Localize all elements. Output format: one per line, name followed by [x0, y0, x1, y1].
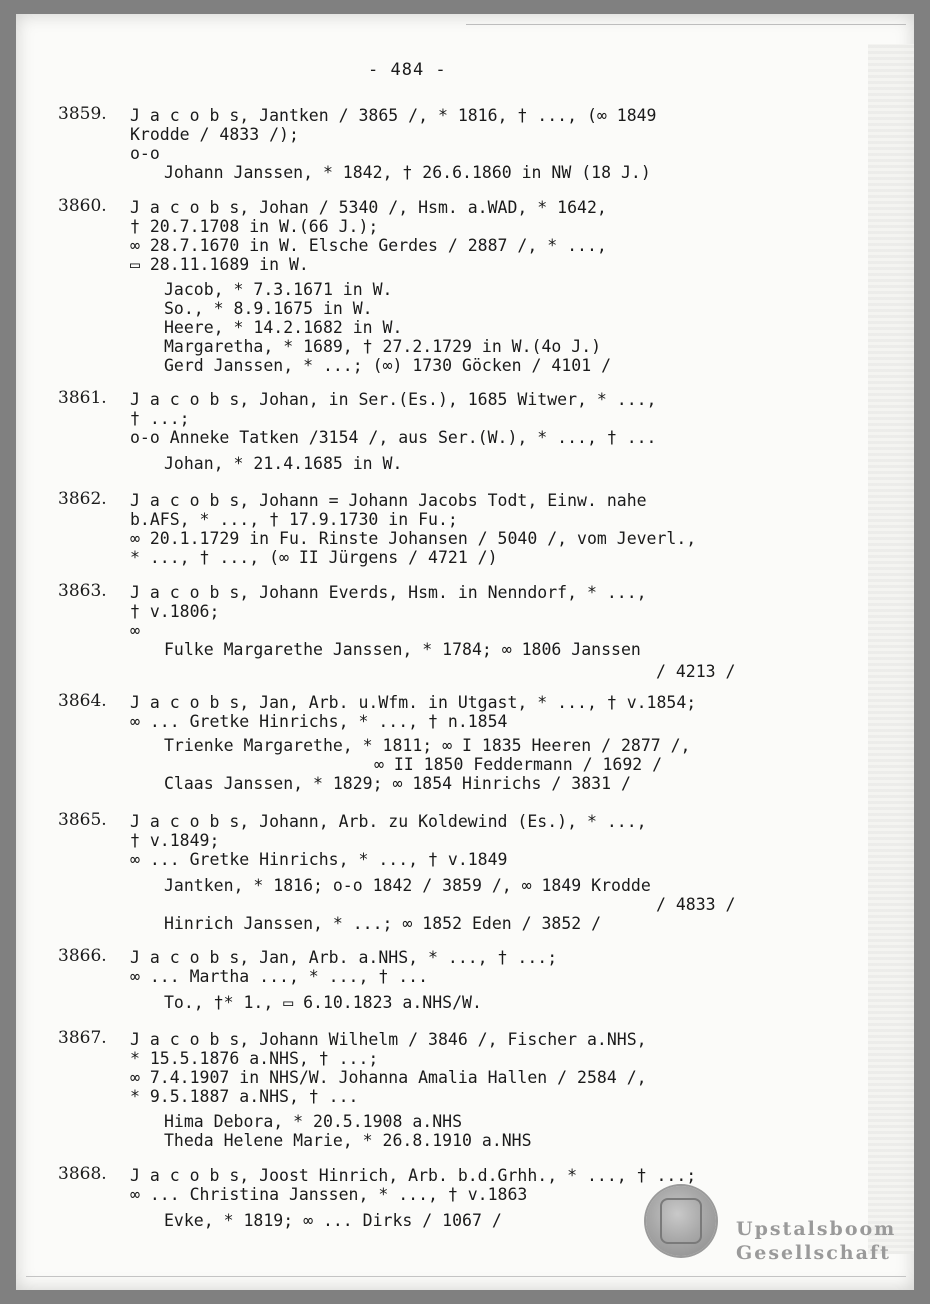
entry-line: ∞ ... Christina Janssen, * ..., † v.1863	[130, 1185, 528, 1204]
entry-line: o-o	[130, 144, 160, 163]
entry-line: ∞ ... Gretke Hinrichs, * ..., † v.1849	[130, 850, 508, 869]
society-seal-icon	[646, 1186, 716, 1256]
entry-line: J a c o b s, Jan, Arb. a.NHS, * ..., † ...;	[130, 948, 558, 967]
scan-edge-shading	[868, 44, 914, 1254]
entry-line: Jantken, * 1816; o-o 1842 / 3859 /, ∞ 1849 Krodde	[164, 876, 651, 895]
document-page	[16, 14, 914, 1290]
entry-line: J a c o b s, Johan / 5340 /, Hsm. a.WAD, * 1642,	[130, 198, 607, 217]
entry-line: J a c o b s, Johann, Arb. zu Koldewind (Es.), * ...,	[130, 812, 647, 831]
entry-line: † v.1806;	[130, 602, 220, 621]
entry-line: ∞ 28.7.1670 in W. Elsche Gerdes / 2887 /, * ...,	[130, 236, 607, 255]
entry-line: J a c o b s, Jan, Arb. u.Wfm. in Utgast, * ..., † v.1854;	[130, 693, 697, 712]
entry-number: 3866.	[58, 946, 107, 966]
entry-line: Theda Helene Marie, * 26.8.1910 a.NHS	[164, 1131, 532, 1150]
entry-line: J a c o b s, Jantken / 3865 /, * 1816, † ..., (∞ 1849	[130, 106, 657, 125]
entry-number: 3867.	[58, 1028, 107, 1048]
entry-line: Margaretha, * 1689, † 27.2.1729 in W.(4o J.)	[164, 337, 602, 356]
entry-line: † 20.7.1708 in W.(66 J.);	[130, 217, 379, 236]
entry-line: Fulke Margarethe Janssen, * 1784; ∞ 1806 Janssen	[164, 640, 641, 659]
entry-number: 3862.	[58, 489, 107, 509]
entry-line: ∞ ... Gretke Hinrichs, * ..., † n.1854	[130, 712, 508, 731]
entry-line: † ...;	[130, 409, 190, 428]
entry-line: / 4833 /	[656, 895, 736, 914]
entry-line: So., * 8.9.1675 in W.	[164, 299, 373, 318]
entry-line: b.AFS, * ..., † 17.9.1730 in Fu.;	[130, 510, 458, 529]
entry-line: Johan, * 21.4.1685 in W.	[164, 454, 403, 473]
brand-line-2: Gesellschaft	[736, 1242, 891, 1264]
entry-line: J a c o b s, Johann Wilhelm / 3846 /, Fischer a.NHS,	[130, 1030, 647, 1049]
entry-line: ▭ 28.11.1689 in W.	[130, 255, 309, 274]
top-rule	[466, 24, 906, 25]
entry-line: * ..., † ..., (∞ II Jürgens / 4721 /)	[130, 548, 498, 567]
entry-line: o-o Anneke Tatken /3154 /, aus Ser.(W.), * ..., † ...	[130, 428, 657, 447]
entry-number: 3860.	[58, 196, 107, 216]
entry-line: * 9.5.1887 a.NHS, † ...	[130, 1087, 359, 1106]
page-number: - 484 -	[368, 60, 447, 80]
entry-number: 3864.	[58, 691, 107, 711]
entry-line: † v.1849;	[130, 831, 220, 850]
brand-line-1: Upstalsboom	[736, 1218, 897, 1240]
entry-line: ∞ 7.4.1907 in NHS/W. Johanna Amalia Hallen / 2584 /,	[130, 1068, 647, 1087]
entry-line: * 15.5.1876 a.NHS, † ...;	[130, 1049, 379, 1068]
entry-line: J a c o b s, Johann Everds, Hsm. in Nenndorf, * ...,	[130, 583, 647, 602]
entry-line: Evke, * 1819; ∞ ... Dirks / 1067 /	[164, 1211, 502, 1230]
entry-number: 3859.	[58, 104, 107, 124]
entry-number: 3863.	[58, 581, 107, 601]
entry-line: Hima Debora, * 20.5.1908 a.NHS	[164, 1112, 463, 1131]
entry-line: Jacob, * 7.3.1671 in W.	[164, 280, 393, 299]
entry-line: Trienke Margarethe, * 1811; ∞ I 1835 Heeren / 2877 /,	[164, 736, 691, 755]
entry-line: Gerd Janssen, * ...; (∞) 1730 Göcken / 4101 /	[164, 356, 612, 375]
entry-line: Claas Janssen, * 1829; ∞ 1854 Hinrichs / 3831 /	[164, 774, 631, 793]
entry-number: 3861.	[58, 388, 107, 408]
entry-line: ∞ 20.1.1729 in Fu. Rinste Johansen / 5040 /, vom Jeverl.,	[130, 529, 697, 548]
entry-number: 3865.	[58, 810, 107, 830]
bottom-rule	[26, 1276, 906, 1277]
entry-line: ∞ II 1850 Feddermann / 1692 /	[374, 755, 663, 774]
entry-line: ∞ ... Martha ..., * ..., † ...	[130, 967, 429, 986]
entry-line: J a c o b s, Johann = Johann Jacobs Todt, Einw. nahe	[130, 491, 647, 510]
entry-line: ∞	[130, 621, 140, 640]
entry-line: Heere, * 14.2.1682 in W.	[164, 318, 403, 337]
entry-number: 3868.	[58, 1164, 107, 1184]
entry-line: J a c o b s, Johan, in Ser.(Es.), 1685 Witwer, * ...,	[130, 390, 657, 409]
entry-line: To., †* 1., ▭ 6.10.1823 a.NHS/W.	[164, 993, 482, 1012]
entry-line: / 4213 /	[656, 662, 736, 681]
entry-line: J a c o b s, Joost Hinrich, Arb. b.d.Grhh., * ..., † ...;	[130, 1166, 697, 1185]
entry-line: Johann Janssen, * 1842, † 26.6.1860 in NW (18 J.)	[164, 163, 651, 182]
seal-emblem-icon	[660, 1198, 702, 1244]
entry-line: Hinrich Janssen, * ...; ∞ 1852 Eden / 3852 /	[164, 914, 602, 933]
entry-line: Krodde / 4833 /);	[130, 125, 299, 144]
